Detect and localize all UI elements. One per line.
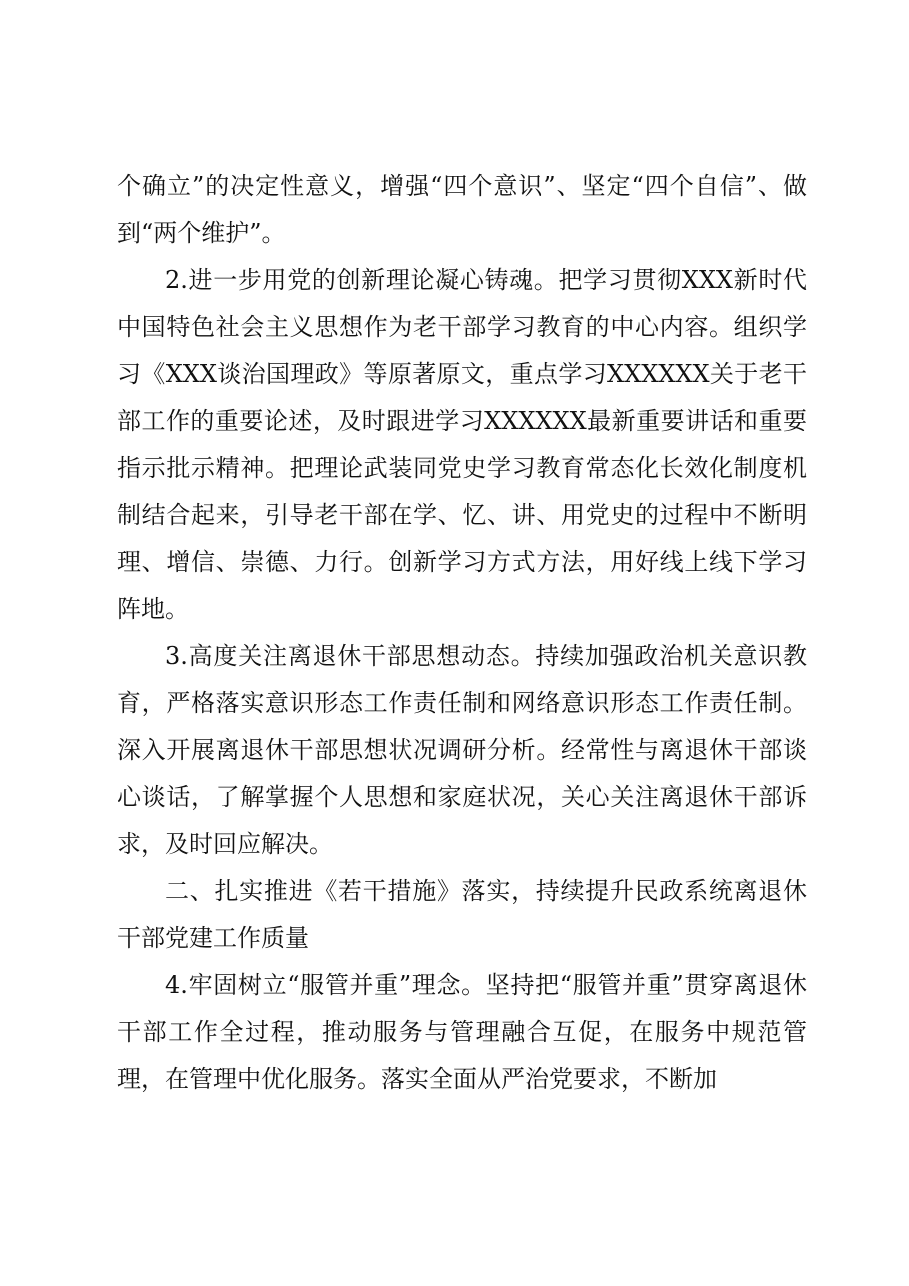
paragraph-item-2: 2.进一步用党的创新理论凝心铸魂。把学习贯彻XXX新时代中国特色社会主义思想作为老干部学习教育的中心内容。组织学习《XXX谈治国理政》等原著原文，重点学习XXXXXX关于老干部工作的重要论述，及时跟进学习XXXXXX最新重要讲话和重要指示批示精神。把理论武装同党史学习教育常态化长效化制度机制结合起来，引导老干部在学、忆、讲、用党史的过程中不断明理、增信、崇德、力行。创新学习方式方法，用好线上线下学习阵地。	[117, 266, 807, 623]
document-body	[117, 163, 807, 1103]
paragraph-item-3: 3.高度关注离退休干部思想动态。持续加强政治机关意识教育，严格落实意识形态工作责任制和网络意识形态工作责任制。深入开展离退休干部思想状况调研分析。经常性与离退休干部谈心谈话，了解掌握个人思想和家庭状况，关心关注离退休干部诉求，及时回应解决。	[117, 642, 807, 858]
paragraph-item-4: 4.牢固树立“服管并重”理念。坚持把“服管并重”贯穿离退休干部工作全过程，推动服务与管理融合互促，在服务中规范管理，在管理中优化服务。落实全面从严治党要求，不断加	[117, 971, 807, 1093]
section-heading-2: 二、扎实推进《若干措施》落实，持续提升民政系统离退休干部党建工作质量	[117, 877, 807, 952]
paragraph-continuation: 个确立”的决定性意义，增强“四个意识”、坚定“四个自信”、做到“两个维护”。	[117, 172, 807, 247]
